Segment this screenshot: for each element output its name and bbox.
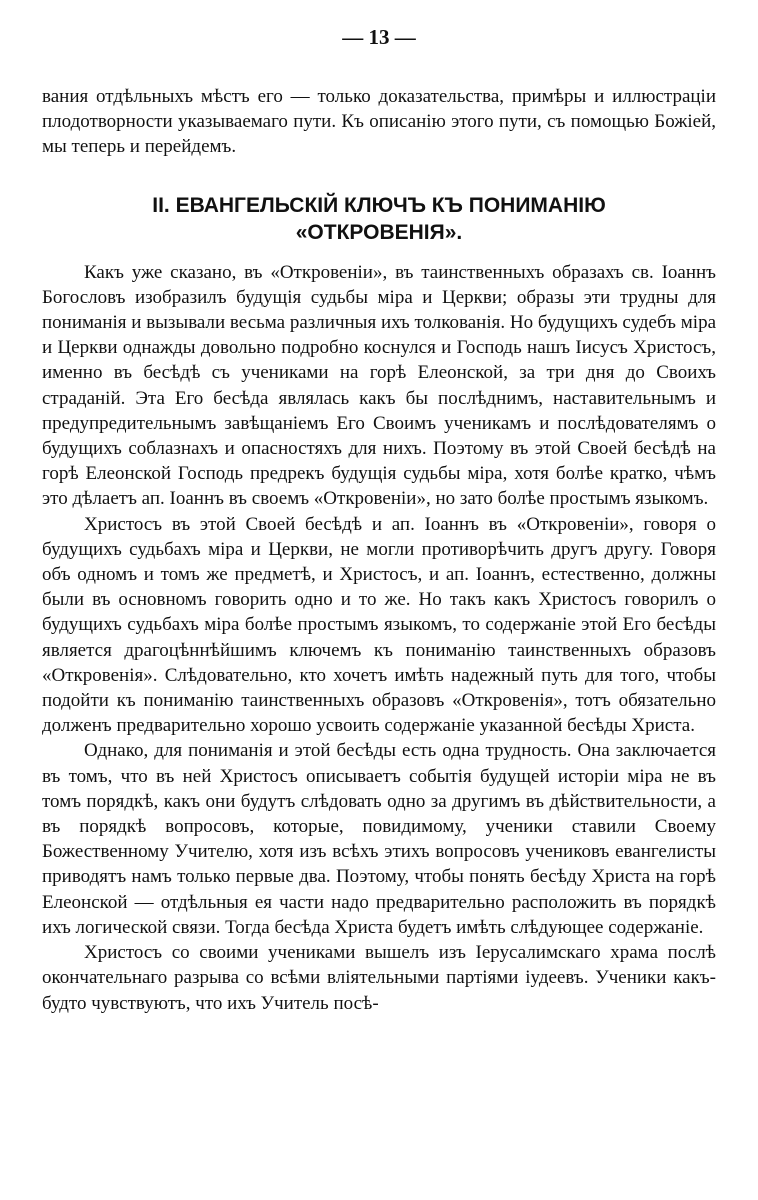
paragraph-1: Какъ уже сказано, въ «Откровеніи», въ таинственныхъ образахъ св. Іоаннъ Богословъ изобразилъ будущія судьбы міра и Церкви; образы эти трудны для пониманія и вызывали весьма различныя ихъ толкованія. Но будущихъ судебъ міра и Церкви однажды довольно подробно коснулся и Господь нашъ Іисусъ Христосъ, именно въ бесѣдѣ съ учениками на горѣ Елеонской, за три дня до Своихъ страданій. Эта Его бесѣда являлась какъ бы послѣднимъ, наставительнымъ и предупредительнымъ завѣщаніемъ Его Своимъ ученикамъ и послѣдователямъ о будущихъ соблазнахъ и опасностяхъ для нихъ. Поэтому въ этой Своей бесѣдѣ на горѣ Елеонской Господь предрекъ будущія судьбы міра, хотя болѣе кратко, чѣмъ это дѣлаетъ ап. Іоаннъ въ своемъ «Откровеніи», но зато болѣе простымъ языкомъ. [42,261,716,510]
paragraph-2: Христосъ въ этой Своей бесѣдѣ и ап. Іоаннъ въ «Откровеніи», говоря о будущихъ судьбахъ міра и Церкви, не могли противорѣчить другъ другу. Говоря объ одномъ и томъ же предметѣ, и Христосъ, и ап. Іоаннъ, естественно, должны были въ основномъ говорить одно и то же. Но такъ какъ Христосъ говорилъ о будущихъ судьбахъ міра болѣе простымъ языкомъ, то содержаніе этой Его бесѣды является драгоцѣннѣйшимъ ключемъ къ пониманію таинственныхъ образовъ «Откровенія». Слѣдовательно, кто хочетъ имѣть надежный путь для того, чтобы подойти къ пониманію таинственныхъ образовъ «Откровенія», тотъ обязательно долженъ предварительно хорошо усвоить содержаніе указанной бесѣды Христа. [42,513,716,737]
page-number: — 13 — [342,25,416,49]
continuation-paragraph: вания отдѣльныхъ мѣстъ его — только доказательства, примѣры и иллюстраціи плодотворности указываемаго пути. Къ описанію этого пути, съ помощью Божіей, мы теперь и перейдемъ. [42,86,716,158]
book-page [42,20,716,1016]
section-heading-line-2: «ОТКРОВЕНІЯ». [295,220,463,244]
section-heading-line-1: II. ЕВАНГЕЛЬСКІЙ КЛЮЧЪ КЪ ПОНИМАНІЮ [152,193,606,217]
paragraph-4: Христосъ со своими учениками вышелъ изъ Іерусалимскаго храма послѣ окончательнаго разрыва со всѣми вліятельными партіями іудеевъ. Ученики какъ-будто чувствуютъ, что ихъ Учитель посѣ- [42,942,716,1014]
section-heading [42,192,716,246]
paragraph-3: Однако, для пониманія и этой бесѣды есть одна трудность. Она заключается въ томъ, что въ ней Христосъ описываетъ событія будущей исторіи міра не въ томъ порядкѣ, какъ они будутъ слѣдовать одно за другимъ въ дѣйствительности, а въ порядкѣ вопросовъ, которые, повидимому, ученики ставили Своему Божественному Учителю, хотя изъ всѣхъ этихъ вопросовъ учениковъ евангелисты приводятъ намъ только первые два. Поэтому, чтобы понять бесѣду Христа на горѣ Елеонской — отдѣльныя ея части надо предварительно расположить въ порядкѣ ихъ логической связи. Тогда бесѣда Христа будетъ имѣть слѣдующее содержаніе. [42,740,716,938]
